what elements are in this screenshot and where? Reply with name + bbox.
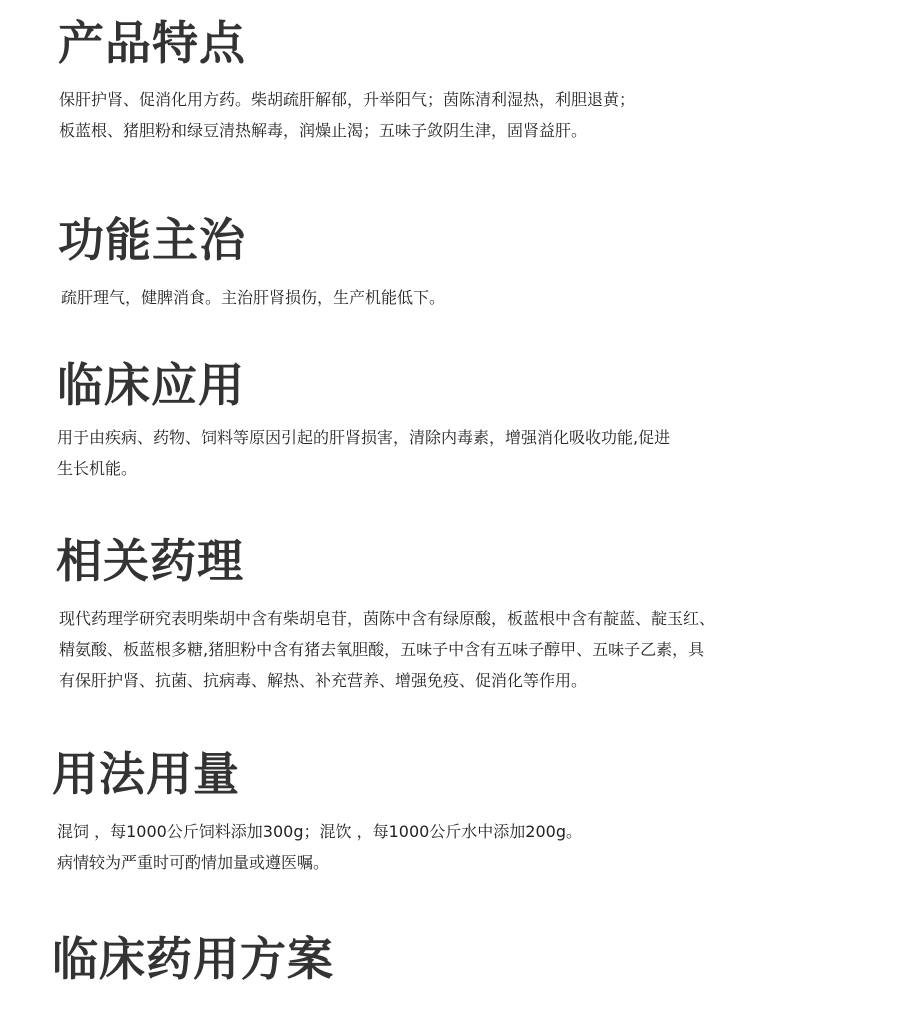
paragraph-line: 精氨酸、板蓝根多糖,猪胆粉中含有猪去氧胆酸，五味子中含有五味子醇甲、五味子乙素，具 — [59, 640, 705, 659]
paragraph-line: 疏肝理气，健脾消食。主治肝肾损伤，生产机能低下。 — [61, 288, 446, 307]
section-title-clinical-application: 临床应用 — [57, 358, 245, 412]
paragraph-line: 用于由疾病、药物、饲料等原因引起的肝肾损害，清除内毒素，增强消化吸收功能,促进 — [57, 428, 671, 447]
section-body-dosage — [57, 816, 582, 878]
section-body-product-features — [59, 84, 635, 146]
paragraph-line: 有保肝护肾、抗菌、抗病毒、解热、补充营养、增强免疫、促消化等作用。 — [59, 671, 588, 690]
paragraph-line: 病情较为严重时可酌情加量或遵医嘱。 — [57, 853, 330, 872]
section-body-functions — [61, 282, 445, 313]
section-title-product-features: 产品特点 — [58, 16, 246, 70]
section-body-clinical-application — [57, 422, 670, 484]
section-title-clinical-plan: 临床药用方案 — [52, 932, 334, 986]
paragraph-line: 混饲 ，每1000公斤饲料添加300g；混饮 ，每1000公斤水中添加200g。 — [57, 822, 583, 841]
section-body-pharmacology — [59, 603, 715, 696]
paragraph-line: 现代药理学研究表明柴胡中含有柴胡皂苷，茵陈中含有绿原酸，板蓝根中含有靛蓝、靛玉红、 — [59, 609, 716, 628]
section-title-dosage: 用法用量 — [52, 747, 240, 801]
paragraph-line: 保肝护肾、促消化用方药。柴胡疏肝解郁，升举阳气；茵陈清利湿热，利胆退黄； — [59, 90, 636, 109]
paragraph-line: 板蓝根、猪胆粉和绿豆清热解毒，润燥止渴；五味子敛阴生津，固肾益肝。 — [59, 121, 588, 140]
section-title-pharmacology: 相关药理 — [56, 534, 244, 588]
section-title-functions: 功能主治 — [58, 213, 246, 267]
paragraph-line: 生长机能。 — [57, 459, 138, 478]
